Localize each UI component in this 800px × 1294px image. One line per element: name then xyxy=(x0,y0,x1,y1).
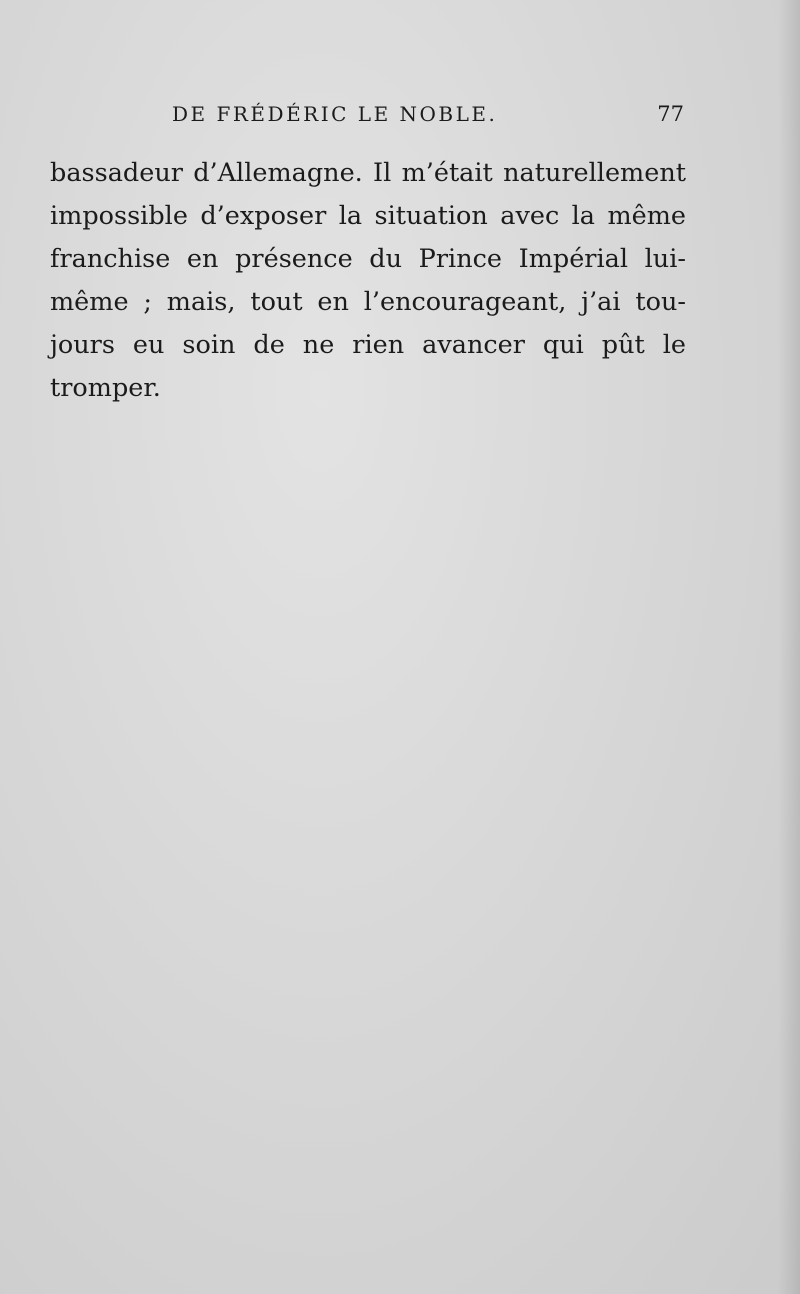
running-title: DE FRÉDÉRIC LE NOBLE. xyxy=(172,102,498,126)
text-line: jours eu soin de ne rien avancer qui pût le xyxy=(50,330,686,360)
text-line: tromper. xyxy=(50,373,161,403)
page-edge-shadow xyxy=(778,0,800,1294)
text-line: même ; mais, tout en l’encourageant, j’ai tou- xyxy=(50,287,686,317)
text-line: franchise en présence du Prince Impérial lui- xyxy=(50,244,686,274)
page-number: 77 xyxy=(657,102,684,126)
page-header xyxy=(172,102,684,132)
text-line: impossible d’exposer la situation avec la même xyxy=(50,201,686,231)
text-line: bassadeur d’Allemagne. Il m’était naturellement xyxy=(50,158,686,188)
body-paragraph xyxy=(50,156,686,414)
